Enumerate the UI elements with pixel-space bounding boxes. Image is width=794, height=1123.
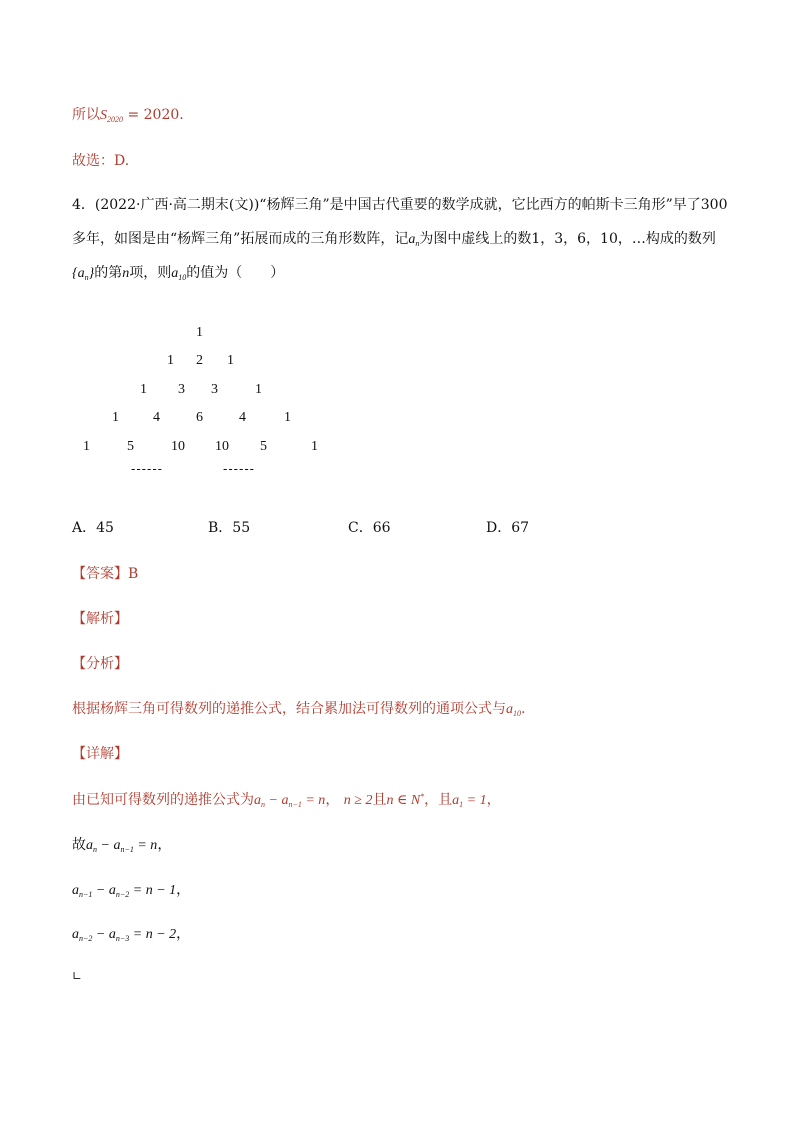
term-a-n: $a_n$ <box>408 232 420 248</box>
step-3-formula: $a_{n-2} - a_{n-3} = n - 2$ <box>72 927 177 943</box>
option-b[interactable]: B．55 <box>208 520 251 536</box>
option-a[interactable]: A．45 <box>72 520 114 536</box>
step-1: 故$a_n - a_{n-1} = n$， <box>72 837 172 854</box>
fenxi-text: 根据杨辉三角可得数列的递推公式，结合累加法可得数列的通项公式与$a_{10}$. <box>72 701 526 718</box>
option-d[interactable]: D．67 <box>486 520 530 536</box>
tri-r1-c0: 1 <box>167 353 174 368</box>
conclusion-line: 所以$S_{2020} = 2020$. <box>72 107 184 124</box>
n-ge-2: n ≥ 2 <box>343 793 373 808</box>
question-line-2: 多年，如图是由“杨辉三角”拓展而成的三角形数阵，记$a_n$为图中虚线上的数1，3，6，10，…构成的数列 <box>72 231 716 248</box>
question-line-3: $\{a_n\}$的第n项，则$a_{10}$的值为（ ） <box>72 265 285 282</box>
step-2-formula: $a_{n-1} - a_{n-2} = n - 1$ <box>72 883 177 899</box>
n-symbol: n <box>122 266 130 281</box>
tri-r4-c2: 10 <box>171 439 185 454</box>
a10-symbol-2: $a_{10}$ <box>506 702 521 718</box>
detail-tag: 【详解】 <box>72 746 128 762</box>
tri-r2-c2: 3 <box>211 382 218 397</box>
option-c[interactable]: C．66 <box>348 520 391 536</box>
tri-r3-c4: 1 <box>284 410 291 425</box>
tri-r3-c0: 1 <box>112 410 119 425</box>
recurrence-formula: $a_n - a_{n-1} = n$ <box>254 793 326 809</box>
n-in-N: n ∈ N* <box>386 792 425 808</box>
question-line-1: 4．(2022·广西·高二期末(文))“杨辉三角”是中国古代重要的数学成就，它比西方的帕斯卡三角形”早了300 <box>72 197 728 213</box>
ellipsis-mark: ∟ <box>72 969 83 983</box>
tri-r4-c1: 5 <box>127 439 134 454</box>
tri-r3-c3: 4 <box>239 410 246 425</box>
sequence-symbol: $\{a_n\}$ <box>72 266 95 282</box>
step-3: $a_{n-2} - a_{n-3} = n - 2$， <box>72 926 191 943</box>
dash-line-left: ------ <box>131 461 163 476</box>
a10-symbol: $a_{10}$ <box>171 266 187 282</box>
sum-symbol: $S_{2020}$ <box>100 108 123 124</box>
tri-r2-c0: 1 <box>140 382 147 397</box>
tri-r3-c2: 6 <box>196 410 203 425</box>
tri-r4-c4: 5 <box>260 439 267 454</box>
tri-r2-c1: 3 <box>178 382 185 397</box>
detail-recurrence: 由已知可得数列的递推公式为$a_n - a_{n-1} = n$， n ≥ 2且n ∈ N*，且$a_1 = 1$， <box>72 792 501 809</box>
tri-r4-c5: 1 <box>311 439 318 454</box>
dash-line-right: ------ <box>223 461 255 476</box>
step-1-formula: $a_n - a_{n-1} = n$ <box>86 838 158 854</box>
tri-r4-c0: 1 <box>83 439 90 454</box>
analysis-tag: 【解析】 <box>72 611 128 627</box>
fenxi-tag: 【分析】 <box>72 656 128 672</box>
answer-tag: 【答案】B <box>72 566 139 582</box>
tri-r1-c1: 2 <box>196 353 203 368</box>
tri-r1-c2: 1 <box>227 353 234 368</box>
step-2: $a_{n-1} - a_{n-2} = n - 1$， <box>72 882 191 899</box>
tri-r4-c3: 10 <box>215 439 229 454</box>
tri-r3-c1: 4 <box>153 410 160 425</box>
tri-r2-c3: 1 <box>255 382 262 397</box>
choice-line: 故选：D. <box>72 153 130 169</box>
tri-r0-c0: 1 <box>196 325 203 340</box>
a1-eq-1: $a_1 = 1$ <box>452 793 487 809</box>
